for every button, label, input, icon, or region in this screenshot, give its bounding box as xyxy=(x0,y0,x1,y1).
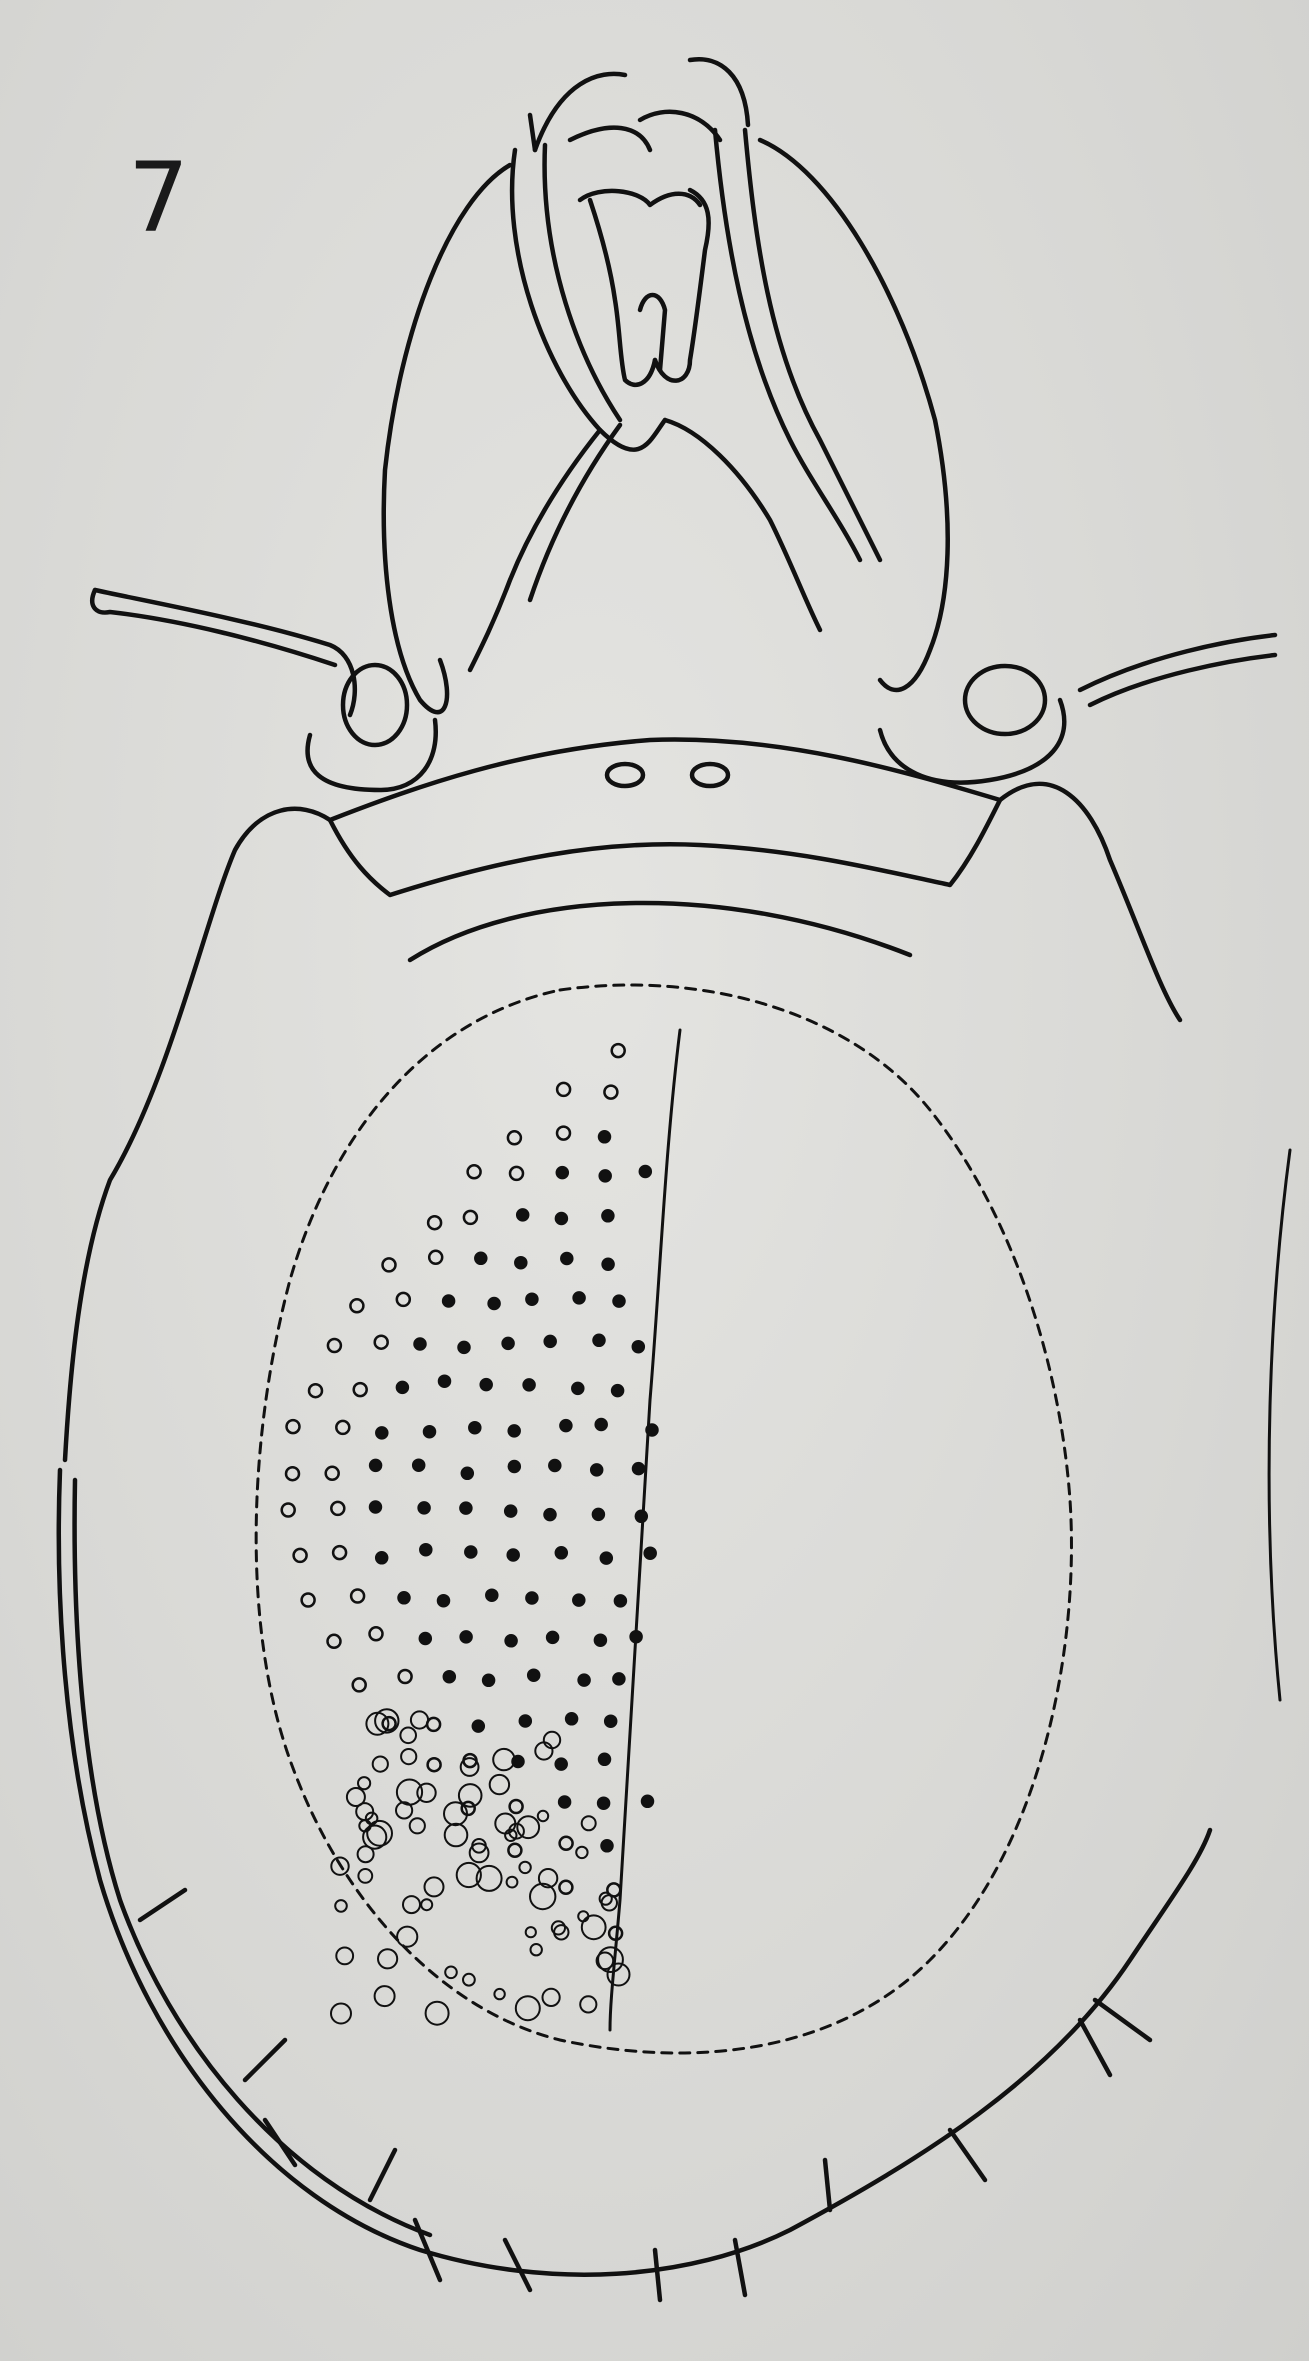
pore-dot xyxy=(489,1298,500,1309)
pore-dot xyxy=(613,1673,624,1684)
pore-dot xyxy=(420,1544,431,1555)
anterior-setae xyxy=(92,590,1275,790)
pore-dot xyxy=(473,1721,484,1732)
dorsal-shield xyxy=(256,985,1071,2053)
pore-dot xyxy=(399,1592,410,1603)
pore-dot xyxy=(376,1552,387,1563)
reticulation-cell xyxy=(335,1900,347,1912)
pore-dot xyxy=(483,1675,494,1686)
pore-dot xyxy=(612,1385,623,1396)
pore-dot xyxy=(557,1167,568,1178)
reticulation-cell xyxy=(366,1813,378,1825)
figure-number: 7 xyxy=(128,142,190,254)
pore-dot xyxy=(286,1467,299,1480)
pore-dot xyxy=(642,1796,653,1807)
pore-dot xyxy=(397,1293,410,1306)
pore-dot xyxy=(640,1166,651,1177)
pore-dot xyxy=(333,1546,346,1559)
marginal-setae xyxy=(140,1890,1150,2300)
pore-dot xyxy=(645,1548,656,1559)
pore-dot xyxy=(604,1086,617,1099)
pore-dot xyxy=(443,1296,454,1307)
pore-dot xyxy=(419,1502,430,1513)
reticulation-cell xyxy=(400,1728,416,1744)
pore-dot xyxy=(509,1425,520,1436)
reticulation-cell xyxy=(600,1893,612,1905)
pore-dot xyxy=(439,1376,450,1387)
reticulation-cell xyxy=(445,1824,468,1847)
pore-dot xyxy=(302,1594,315,1607)
pore-dot xyxy=(605,1716,616,1727)
reticulation-cell xyxy=(535,1742,552,1759)
pore-dot xyxy=(469,1422,480,1433)
pore-dot xyxy=(547,1632,558,1643)
pore-dot xyxy=(515,1257,526,1268)
reticulation-cell xyxy=(576,1847,587,1858)
pore-dot xyxy=(591,1464,602,1475)
pore-dot xyxy=(481,1379,492,1390)
pore-dot xyxy=(509,1461,520,1472)
pore-dot xyxy=(328,1635,341,1648)
reticulation-cell xyxy=(494,1989,504,1999)
reticulation-cell xyxy=(358,1869,372,1883)
reticulation-cell xyxy=(580,1996,596,2012)
pore-dot xyxy=(468,1165,481,1178)
pore-dot xyxy=(557,1127,570,1140)
reticulation-cell xyxy=(552,1921,565,1934)
reticulation-cell xyxy=(331,2004,351,2024)
reticulation-cell xyxy=(397,1927,417,1947)
pore-dot xyxy=(354,1383,367,1396)
pore-dot xyxy=(560,1837,573,1850)
reticulation-cell xyxy=(531,1944,542,1955)
pore-dot xyxy=(633,1463,644,1474)
pore-dot xyxy=(351,1590,364,1603)
reticulation-cell xyxy=(495,1814,515,1834)
pore-dot xyxy=(647,1425,658,1436)
pore-dot xyxy=(599,1754,610,1765)
pore-dot xyxy=(593,1509,604,1520)
pore-dot xyxy=(556,1213,567,1224)
anterior-shield xyxy=(330,740,1000,960)
pore-dot xyxy=(336,1421,349,1434)
pore-dot xyxy=(517,1209,528,1220)
reticulation-cell xyxy=(421,1899,432,1910)
pore-dot xyxy=(510,1167,523,1180)
pore-dot xyxy=(309,1384,322,1397)
reticulation-cell xyxy=(366,1713,388,1735)
pore-dot xyxy=(428,1216,441,1229)
pore-dot xyxy=(444,1671,455,1682)
pore-dot xyxy=(413,1460,424,1471)
pore-dot xyxy=(508,1844,521,1857)
pore-dot xyxy=(459,1342,470,1353)
pore-dot xyxy=(503,1338,514,1349)
pore-dot xyxy=(566,1713,577,1724)
pore-dot xyxy=(631,1631,642,1642)
pore-dot xyxy=(376,1427,387,1438)
reticulation-cell xyxy=(490,1775,509,1794)
pore-dot xyxy=(600,1170,611,1181)
pore-dot xyxy=(573,1595,584,1606)
pore-dot xyxy=(572,1383,583,1394)
pore-dot xyxy=(614,1296,625,1307)
reticulation-cell xyxy=(411,1711,428,1728)
pore-dot xyxy=(326,1467,339,1480)
reticulation-cell xyxy=(543,1989,560,2006)
reticulation-cell xyxy=(347,1788,365,1806)
pore-dot xyxy=(397,1382,408,1393)
reticulation-cell xyxy=(358,1777,370,1789)
pore-dot xyxy=(602,1210,613,1221)
pore-dot xyxy=(508,1131,521,1144)
pore-dot xyxy=(508,1550,519,1561)
reticulation-cell xyxy=(426,2002,449,2025)
reticulation-cell xyxy=(358,1846,374,1862)
pore-dot xyxy=(528,1670,539,1681)
reticulation-cell xyxy=(336,1948,353,1965)
pore-dot xyxy=(559,1881,572,1894)
pore-dot xyxy=(505,1506,516,1517)
reticulation-cell xyxy=(517,1816,539,1838)
pore-dot xyxy=(556,1547,567,1558)
pore-dot xyxy=(557,1083,570,1096)
reticulation-cell xyxy=(582,1816,596,1830)
pore-dot xyxy=(636,1511,647,1522)
pore-dot xyxy=(526,1593,537,1604)
pore-dot xyxy=(328,1339,341,1352)
pore-dot xyxy=(615,1595,626,1606)
pore-dot xyxy=(461,1631,472,1642)
pore-dot xyxy=(556,1759,567,1770)
punctation-field xyxy=(282,1044,658,2025)
pore-dot xyxy=(370,1460,381,1471)
pore-dot xyxy=(594,1335,605,1346)
reticulation-cell xyxy=(582,1915,606,1939)
pore-dot xyxy=(526,1294,537,1305)
pore-dot xyxy=(353,1678,366,1691)
pore-dot xyxy=(579,1675,590,1686)
pore-dot xyxy=(545,1509,556,1520)
gnathosoma xyxy=(384,59,948,712)
pore-dot xyxy=(598,1798,609,1809)
pore-dot xyxy=(429,1251,442,1264)
reticulation-cell xyxy=(507,1877,518,1888)
pore-dot xyxy=(370,1627,383,1640)
pore-dot xyxy=(633,1341,644,1352)
reticulation-cell xyxy=(401,1749,416,1764)
reticulation-cell xyxy=(493,1749,514,1770)
pore-dot xyxy=(415,1339,426,1350)
pore-dot xyxy=(602,1840,613,1851)
pore-dot xyxy=(599,1131,610,1142)
reticulation-cell xyxy=(373,1757,388,1772)
pore-dot xyxy=(574,1292,585,1303)
pore-dot xyxy=(282,1504,295,1517)
pore-dot xyxy=(383,1258,396,1271)
reticulation-cell xyxy=(375,1986,395,2006)
reticulation-cell xyxy=(519,1862,530,1873)
reticulation-cell xyxy=(425,1877,444,1896)
pore-dot xyxy=(520,1716,531,1727)
reticulation-cell xyxy=(544,1732,560,1748)
reticulation-cell xyxy=(378,1949,397,1968)
pore-dot xyxy=(510,1800,523,1813)
pore-dot xyxy=(331,1502,344,1515)
pore-dot xyxy=(506,1635,517,1646)
pore-dot xyxy=(524,1379,535,1390)
reticulation-cell xyxy=(445,1967,457,1979)
pore-dot xyxy=(545,1336,556,1347)
pore-dot xyxy=(420,1633,431,1644)
idiosoma-outline xyxy=(59,784,1290,2275)
pore-dot xyxy=(294,1549,307,1562)
pore-dot xyxy=(370,1502,381,1513)
reticulation-cell xyxy=(526,1927,536,1937)
reticulation-cell xyxy=(463,1974,475,1986)
pore-dot xyxy=(559,1797,570,1808)
reticulation-cell xyxy=(608,1964,630,1986)
pore-dot xyxy=(612,1044,625,1057)
pore-dot xyxy=(561,1253,572,1264)
pore-dot xyxy=(399,1670,412,1683)
pore-dot xyxy=(595,1635,606,1646)
pore-dot xyxy=(465,1547,476,1558)
pore-dot xyxy=(560,1420,571,1431)
pore-dot xyxy=(287,1420,300,1433)
pore-dot xyxy=(464,1211,477,1224)
reticulation-cell xyxy=(516,1996,540,2020)
pore-dot xyxy=(486,1590,497,1601)
pore-dot xyxy=(428,1758,441,1771)
pore-dot xyxy=(596,1419,607,1430)
pore-dot xyxy=(462,1468,473,1479)
reticulation-cell xyxy=(410,1818,425,1833)
reticulation-cell xyxy=(538,1811,548,1821)
pore-dot xyxy=(375,1336,388,1349)
pore-dot xyxy=(603,1259,614,1270)
pore-dot xyxy=(438,1595,449,1606)
pore-dot xyxy=(460,1503,471,1514)
pore-dot xyxy=(424,1426,435,1437)
pore-dot xyxy=(350,1299,363,1312)
reticulation-cell xyxy=(403,1896,420,1913)
pore-dot xyxy=(601,1553,612,1564)
reticulation-cell xyxy=(554,1925,568,1939)
pore-dot xyxy=(549,1460,560,1471)
pore-dot xyxy=(475,1253,486,1264)
